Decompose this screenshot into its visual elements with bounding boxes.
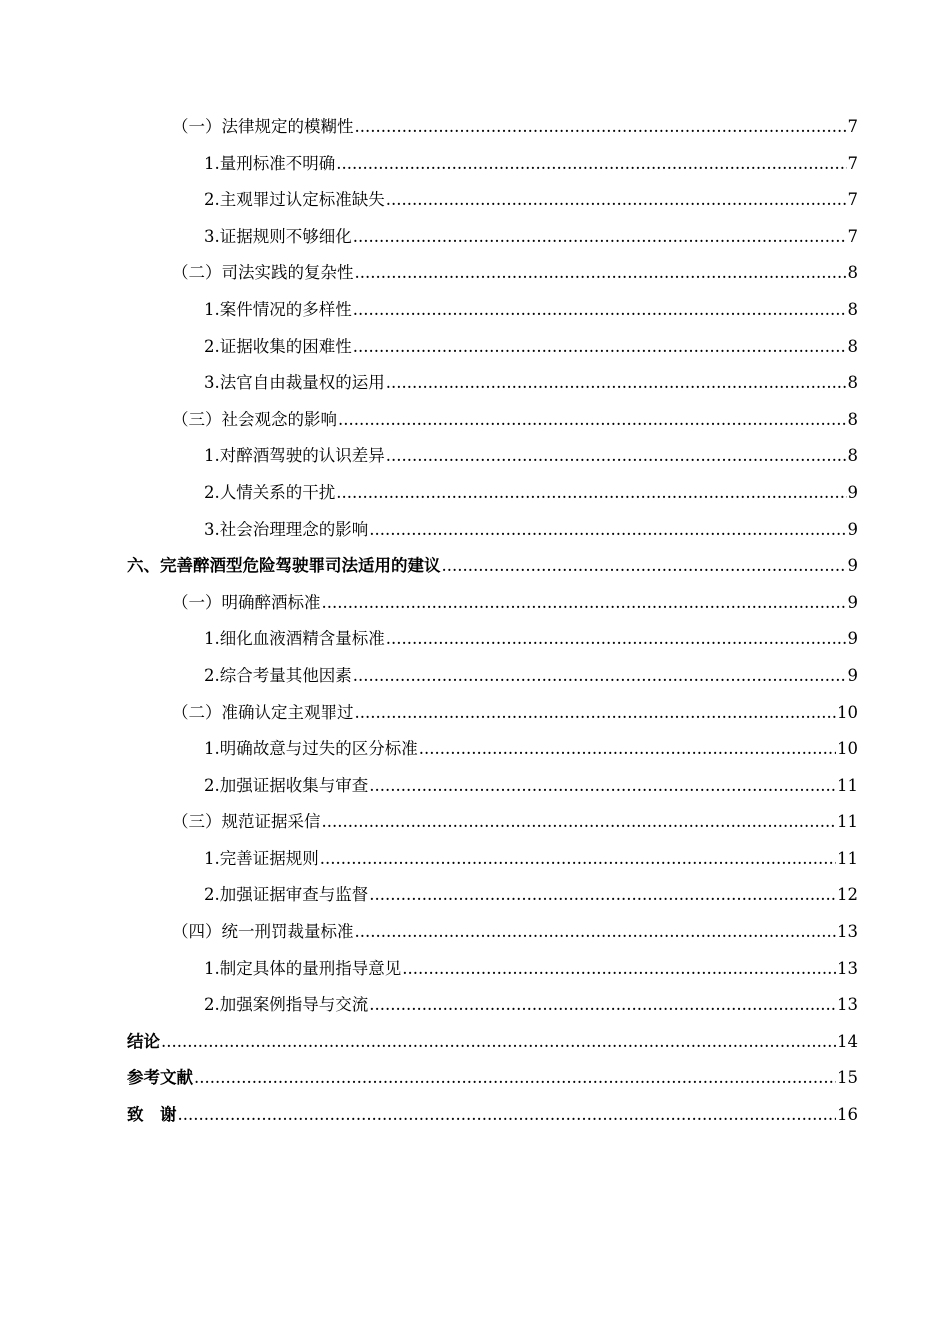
toc-dot-leader bbox=[194, 1060, 836, 1097]
toc-entry-page-number: 9 bbox=[847, 629, 858, 649]
toc-entry-number: 1. bbox=[204, 299, 220, 319]
toc-entry-title: 加强案例指导与交流 bbox=[219, 995, 369, 1015]
toc-entry[interactable] bbox=[0, 512, 950, 549]
toc-entry-title: 证据收集的困难性 bbox=[219, 336, 352, 356]
toc-entry[interactable] bbox=[0, 365, 950, 402]
toc-entry-title: 制定具体的量刑指导意见 bbox=[219, 958, 402, 978]
toc-dot-leader bbox=[178, 1097, 837, 1134]
toc-entry-title: 加强证据审查与监督 bbox=[219, 885, 369, 905]
toc-entry-number: 2. bbox=[204, 775, 220, 795]
toc-entry-page-number: 11 bbox=[837, 775, 858, 795]
toc-entry-page-number: 9 bbox=[847, 519, 858, 539]
toc-dot-leader bbox=[402, 951, 836, 988]
toc-entry-page-number: 15 bbox=[837, 1068, 858, 1088]
toc-entry-title: 综合考量其他因素 bbox=[219, 665, 352, 685]
toc-dot-leader bbox=[353, 658, 847, 695]
toc-entry[interactable] bbox=[0, 804, 950, 841]
toc-dot-leader bbox=[353, 292, 847, 329]
toc-entry[interactable] bbox=[0, 402, 950, 439]
toc-entry-title: 证据规则不够细化 bbox=[219, 226, 352, 246]
toc-entry-page-number: 13 bbox=[837, 958, 858, 978]
toc-entry[interactable] bbox=[0, 768, 950, 805]
toc-entry-page-number: 13 bbox=[837, 922, 858, 942]
toc-entry-number: 2. bbox=[204, 995, 220, 1015]
toc-dot-leader bbox=[355, 109, 847, 146]
toc-entry-page-number: 7 bbox=[847, 190, 858, 210]
toc-entry-page-number: 9 bbox=[847, 556, 858, 576]
toc-entry-page-number: 14 bbox=[837, 1031, 858, 1051]
toc-dot-leader bbox=[336, 475, 846, 512]
toc-entry[interactable] bbox=[0, 182, 950, 219]
toc-entry[interactable] bbox=[0, 475, 950, 512]
toc-entry[interactable] bbox=[0, 951, 950, 988]
toc-entry-title: 明确故意与过失的区分标准 bbox=[219, 739, 418, 759]
toc-entry-number: 2. bbox=[204, 336, 220, 356]
toc-entry-number: 2. bbox=[204, 190, 220, 210]
toc-entry-page-number: 9 bbox=[847, 665, 858, 685]
toc-entry-number: 2. bbox=[204, 482, 220, 502]
toc-entry-number: （四） bbox=[172, 922, 222, 942]
toc-entry-page-number: 8 bbox=[847, 263, 858, 283]
toc-entry-title: 对醉酒驾驶的认识差异 bbox=[219, 446, 385, 466]
toc-entry-page-number: 7 bbox=[847, 153, 858, 173]
toc-entry-number: （三） bbox=[172, 409, 222, 429]
toc-dot-leader bbox=[355, 255, 847, 292]
toc-entry-number: （一） bbox=[172, 117, 222, 136]
toc-entry-page-number: 9 bbox=[847, 482, 858, 502]
toc-dot-leader bbox=[442, 548, 847, 585]
toc-entry[interactable] bbox=[0, 219, 950, 256]
toc-entry[interactable] bbox=[0, 987, 950, 1024]
toc-entry-number: 1. bbox=[204, 629, 220, 649]
toc-entry-number: 1. bbox=[204, 848, 220, 868]
toc-entry-number: 3. bbox=[204, 226, 220, 246]
toc-entry-title: 人情关系的干扰 bbox=[219, 482, 336, 502]
toc-entry-title: 社会观念的影响 bbox=[221, 409, 337, 429]
toc-dot-leader bbox=[386, 438, 847, 475]
table-of-contents bbox=[0, 109, 950, 1134]
toc-dot-leader bbox=[320, 841, 836, 878]
toc-entry-page-number: 12 bbox=[837, 885, 858, 905]
toc-entry-title: 参考文献 bbox=[127, 1068, 193, 1088]
toc-entry-number: 2. bbox=[204, 885, 220, 905]
toc-dot-leader bbox=[369, 987, 836, 1024]
toc-entry-number: （二） bbox=[172, 263, 222, 283]
toc-dot-leader bbox=[338, 402, 847, 439]
toc-entry-title: 明确醉酒标准 bbox=[221, 592, 321, 612]
toc-entry-title: 结论 bbox=[127, 1031, 160, 1051]
toc-dot-leader bbox=[353, 219, 847, 256]
toc-entry-title: 致 谢 bbox=[127, 1105, 177, 1125]
toc-entry-page-number: 10 bbox=[837, 702, 858, 722]
toc-entry-number: 1. bbox=[204, 739, 220, 759]
toc-entry-number: 3. bbox=[204, 373, 220, 393]
toc-entry-title: 完善证据规则 bbox=[219, 848, 319, 868]
toc-entry-title: 司法实践的复杂性 bbox=[221, 263, 354, 283]
toc-entry-title: 主观罪过认定标准缺失 bbox=[219, 190, 385, 210]
toc-dot-leader bbox=[336, 146, 846, 183]
toc-entry-page-number: 13 bbox=[837, 995, 858, 1015]
toc-entry-title: 统一刑罚裁量标准 bbox=[221, 922, 354, 942]
toc-entry-page-number: 8 bbox=[847, 336, 858, 356]
toc-entry-page-number: 8 bbox=[847, 299, 858, 319]
toc-entry[interactable] bbox=[0, 292, 950, 329]
toc-dot-leader bbox=[355, 695, 837, 732]
toc-entry-page-number: 8 bbox=[847, 373, 858, 393]
toc-dot-leader bbox=[322, 804, 837, 841]
toc-entry-number: 1. bbox=[204, 446, 220, 466]
toc-entry[interactable] bbox=[0, 255, 950, 292]
toc-entry-page-number: 8 bbox=[847, 446, 858, 466]
toc-entry-number: 3. bbox=[204, 519, 220, 539]
toc-entry-page-number: 11 bbox=[837, 848, 858, 868]
toc-entry-page-number: 7 bbox=[847, 117, 858, 136]
toc-entry[interactable] bbox=[0, 109, 950, 146]
toc-entry[interactable] bbox=[0, 658, 950, 695]
toc-entry-number: （二） bbox=[172, 702, 222, 722]
toc-entry[interactable] bbox=[0, 438, 950, 475]
toc-dot-leader bbox=[369, 768, 836, 805]
toc-dot-leader bbox=[386, 365, 847, 402]
toc-entry[interactable] bbox=[0, 877, 950, 914]
toc-entry-page-number: 16 bbox=[837, 1105, 858, 1125]
toc-entry-number: （三） bbox=[172, 812, 222, 832]
toc-dot-leader bbox=[386, 621, 847, 658]
toc-entry-title: 法官自由裁量权的运用 bbox=[219, 373, 385, 393]
toc-entry-title: 准确认定主观罪过 bbox=[221, 702, 354, 722]
toc-entry[interactable] bbox=[0, 695, 950, 732]
toc-entry-page-number: 8 bbox=[847, 409, 858, 429]
toc-entry-page-number: 11 bbox=[837, 812, 858, 832]
toc-entry[interactable] bbox=[0, 621, 950, 658]
toc-entry[interactable] bbox=[0, 1024, 950, 1061]
toc-entry-number: 六、 bbox=[127, 556, 160, 576]
toc-entry[interactable] bbox=[0, 585, 950, 622]
toc-entry-number: 2. bbox=[204, 665, 220, 685]
toc-dot-leader bbox=[386, 182, 847, 219]
toc-entry[interactable] bbox=[0, 1097, 950, 1134]
toc-entry[interactable] bbox=[0, 329, 950, 366]
toc-dot-leader bbox=[369, 877, 836, 914]
toc-entry-title: 量刑标准不明确 bbox=[219, 153, 336, 173]
toc-dot-leader bbox=[369, 512, 846, 549]
toc-entry-number: 1. bbox=[204, 153, 220, 173]
toc-entry-page-number: 7 bbox=[847, 226, 858, 246]
toc-entry[interactable] bbox=[0, 914, 950, 951]
toc-dot-leader bbox=[161, 1024, 836, 1061]
toc-entry-title: 法律规定的模糊性 bbox=[221, 117, 354, 136]
toc-dot-leader bbox=[419, 731, 836, 768]
toc-dot-leader bbox=[355, 914, 837, 951]
toc-entry-number: （一） bbox=[172, 592, 222, 612]
toc-entry-title: 细化血液酒精含量标准 bbox=[219, 629, 385, 649]
toc-entry-page-number: 9 bbox=[847, 592, 858, 612]
toc-entry[interactable] bbox=[0, 548, 950, 585]
toc-entry-page-number: 10 bbox=[837, 739, 858, 759]
toc-entry[interactable] bbox=[0, 1060, 950, 1097]
toc-entry[interactable] bbox=[0, 841, 950, 878]
toc-entry-title: 社会治理理念的影响 bbox=[219, 519, 369, 539]
toc-entry[interactable] bbox=[0, 731, 950, 768]
toc-entry-title: 案件情况的多样性 bbox=[219, 299, 352, 319]
toc-dot-leader bbox=[353, 329, 847, 366]
toc-entry-title: 完善醉酒型危险驾驶罪司法适用的建议 bbox=[160, 556, 441, 576]
toc-dot-leader bbox=[322, 585, 847, 622]
toc-entry[interactable] bbox=[0, 146, 950, 183]
toc-entry-number: 1. bbox=[204, 958, 220, 978]
toc-entry-title: 加强证据收集与审查 bbox=[219, 775, 369, 795]
toc-entry-title: 规范证据采信 bbox=[221, 812, 321, 832]
